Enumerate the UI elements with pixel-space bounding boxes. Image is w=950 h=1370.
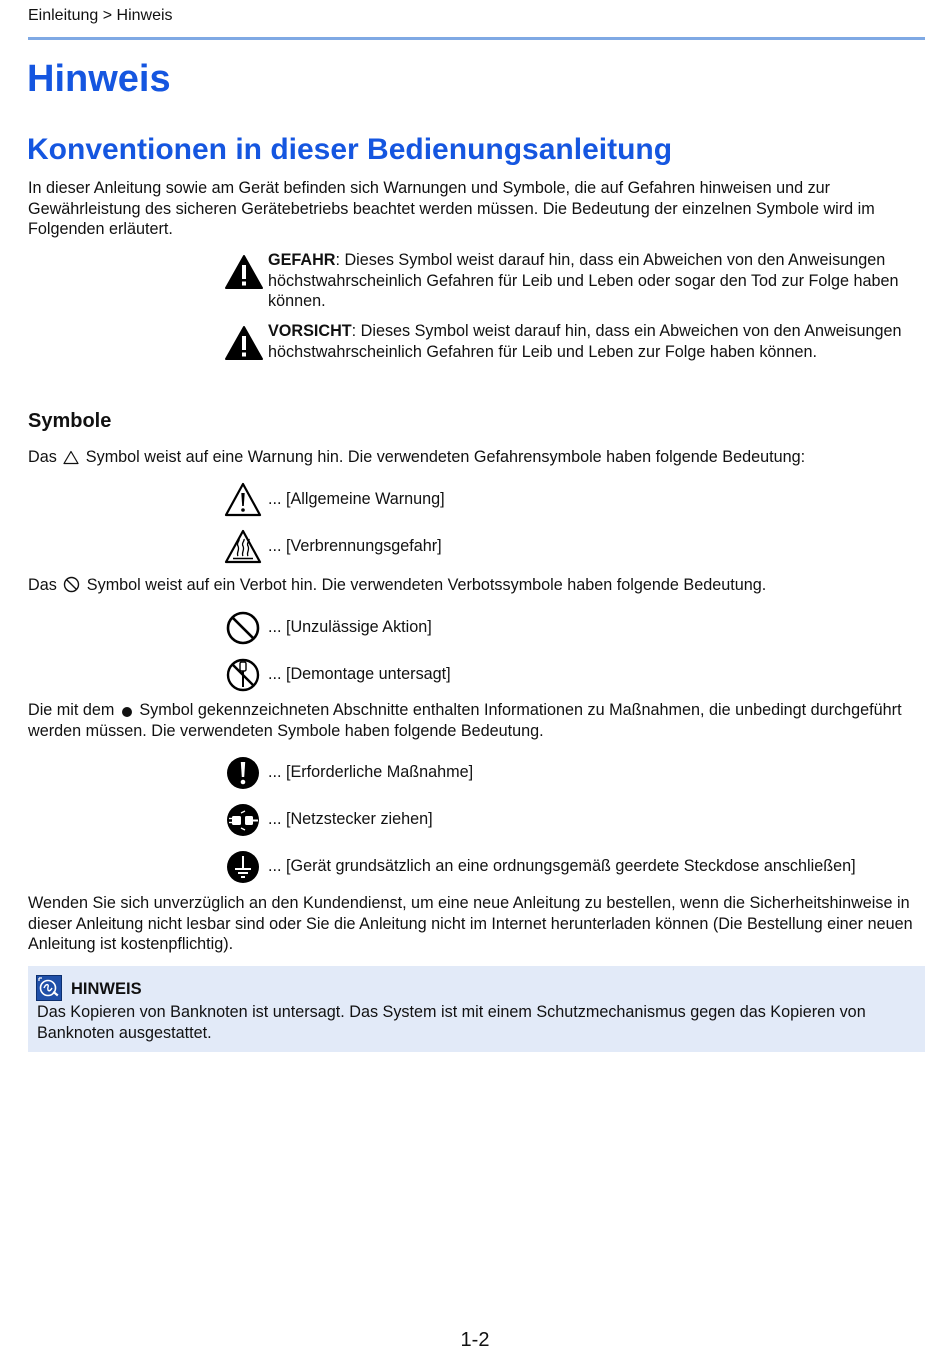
symbol-label: ... [Unzulässige Aktion]	[268, 618, 432, 636]
danger-warning-icon	[224, 254, 264, 290]
symbol-row-no-disassembly	[224, 656, 924, 694]
caution-label: VORSICHT	[268, 322, 352, 340]
unplug-icon	[224, 801, 262, 839]
mandatory-para-before: Die mit dem	[28, 701, 115, 719]
warning-para-after: Symbol weist auf eine Warnung hin. Die verwendeten Gefahrensymbole haben folgende Bedeutung:	[85, 448, 806, 466]
filled-dot-icon	[121, 706, 133, 718]
symbol-row-prohibited-action	[224, 609, 924, 647]
general-warning-icon	[224, 481, 262, 519]
breadcrumb: Einleitung > Hinweis	[28, 7, 173, 24]
warning-paragraph	[28, 447, 928, 468]
symbol-label: ... [Gerät grundsätzlich an eine ordnungsgemäß geerdete Steckdose anschließen]	[268, 857, 856, 875]
prohibition-para-before: Das	[28, 576, 57, 594]
symbols-heading: Symbole	[28, 410, 112, 432]
prohibition-circle-icon	[63, 576, 80, 593]
service-paragraph: Wenden Sie sich unverzüglich an den Kundendienst, um eine neue Anleitung zu bestellen, wenn die Sicherheitshinweise in dieser Anleitung nicht lesbar sind oder Sie die Anleitung nicht im Internet herunterladen können (Die Bestellung einer neuen Anleitung ist kostenpflichtig).	[28, 894, 913, 953]
symbol-label: ... [Erforderliche Maßnahme]	[268, 763, 474, 781]
page-number: 1-2	[460, 1329, 490, 1351]
section-title: Konventionen in dieser Bedienungsanleitung	[27, 133, 673, 166]
symbol-row-burn-hazard	[224, 528, 924, 566]
symbol-label: ... [Netzstecker ziehen]	[268, 810, 433, 828]
note-icon	[36, 975, 62, 1001]
header-rule	[28, 37, 925, 40]
caution-warning-icon	[224, 325, 264, 361]
burn-hazard-icon	[224, 528, 262, 566]
warning-para-before: Das	[28, 448, 57, 466]
symbol-row-general-warning	[224, 481, 924, 519]
symbol-label: ... [Verbrennungsgefahr]	[268, 537, 442, 555]
prohibition-paragraph	[28, 575, 928, 596]
caution-description: : Dieses Symbol weist darauf hin, dass ein Abweichen von den Anweisungen höchstwahrscheinlich Gefahren für Leib und Leben zur Folge haben können.	[268, 322, 902, 361]
danger-text	[268, 250, 928, 312]
symbol-label: ... [Demontage untersagt]	[268, 665, 451, 683]
prohibition-para-after: Symbol weist auf ein Verbot hin. Die verwendeten Verbotssymbole haben folgende Bedeutung.	[86, 576, 767, 594]
ground-icon	[224, 848, 262, 886]
intro-paragraph: In dieser Anleitung sowie am Gerät befinden sich Warnungen und Symbole, die auf Gefahren hinweisen und zur Gewährleistung des sicheren Gerätebetriebs beachtet werden müssen. Die Bedeutung der einzelnen Symbole wird im Folgenden erläutert.	[28, 179, 875, 238]
required-action-icon	[224, 754, 262, 792]
caution-text	[268, 321, 928, 362]
mandatory-para-after: Symbol gekennzeichneten Abschnitte enthalten Informationen zu Maßnahmen, die unbedingt durchgeführt werden müssen. Die verwendeten Symbole haben folgende Bedeutung.	[28, 701, 902, 740]
mandatory-paragraph	[28, 700, 928, 741]
danger-description: : Dieses Symbol weist darauf hin, dass ein Abweichen von den Anweisungen höchstwahrscheinlich Gefahren für Leib und Leben oder sogar den Tod zur Folge haben können.	[268, 251, 899, 310]
note-text: Das Kopieren von Banknoten ist untersagt. Das System ist mit einem Schutzmechanismus gegen das Kopieren von Banknoten ausgestattet.	[37, 1003, 866, 1042]
symbol-label: ... [Allgemeine Warnung]	[268, 490, 445, 508]
prohibited-action-icon	[224, 609, 262, 647]
symbol-row-ground	[224, 848, 924, 886]
symbol-row-required-action	[224, 754, 924, 792]
note-title: HINWEIS	[71, 980, 142, 998]
no-disassembly-icon	[224, 656, 262, 694]
page-title: Hinweis	[27, 58, 171, 100]
danger-label: GEFAHR	[268, 251, 336, 269]
symbol-row-unplug	[224, 801, 924, 839]
triangle-outline-icon	[63, 450, 79, 465]
